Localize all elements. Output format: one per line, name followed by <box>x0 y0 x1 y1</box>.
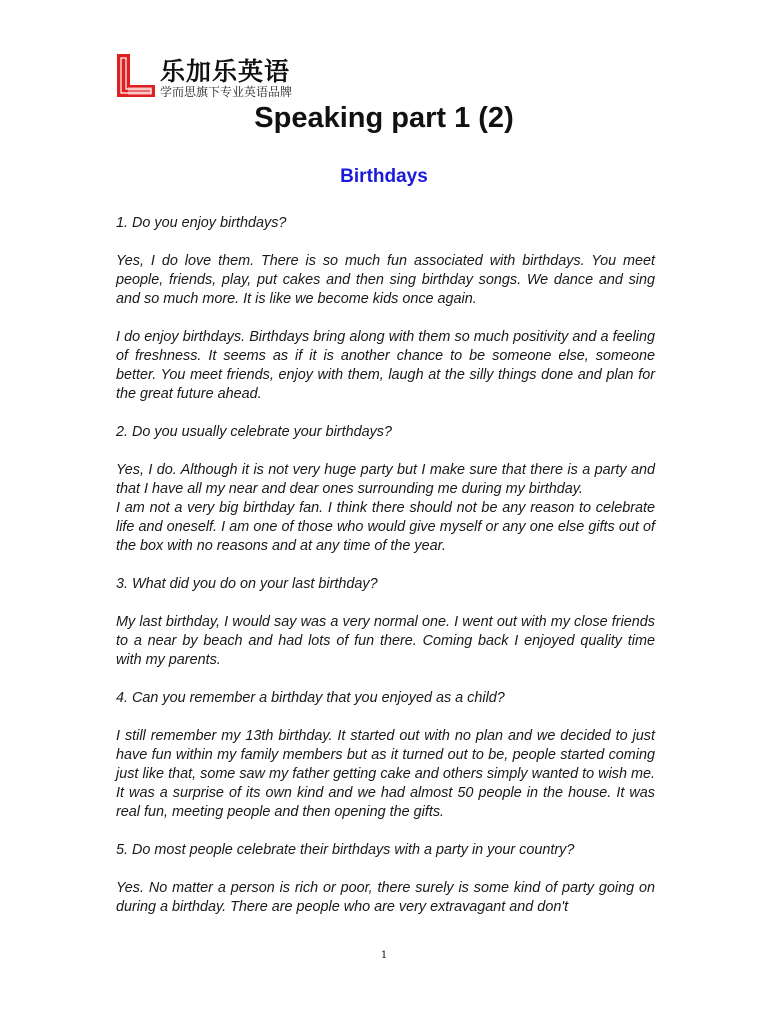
answer-4: I still remember my 13th birthday. It started out with no plan and we decided to just have fun within my family members but as it turned out to be, people started coming just like that, some saw my father getting cake and others simply wanted to wish me. It was a surprise of its own kind and we had almost 50 people in the house. It was real fun, meeting people and then opening the gifts. <box>116 728 655 820</box>
page-title: Speaking part 1 (2) <box>254 102 514 134</box>
page-number: 1 <box>380 950 388 961</box>
logo-l-icon <box>114 52 158 98</box>
brand-logo <box>114 50 324 102</box>
question-3: 3. What did you do on your last birthday? <box>116 576 378 592</box>
question-1: 1. Do you enjoy birthdays? <box>116 215 287 231</box>
answer-3: My last birthday, I would say was a very normal one. I went out with my close friends to a near by beach and had lots of fun there. Coming back I enjoyed quality time with my parents. <box>116 614 655 668</box>
question-5: 5. Do most people celebrate their birthdays with a party in your country? <box>116 842 575 858</box>
question-4: 4. Can you remember a birthday that you enjoyed as a child? <box>116 690 505 706</box>
answer-5: Yes. No matter a person is rich or poor, there surely is some kind of party going on during a birthday. There are people who are very extravagant and don't <box>116 880 655 915</box>
answer-2-2: I am not a very big birthday fan. I think there should not be any reason to celebrate life and oneself. I am one of those who would give myself or any one else gifts out of the box with no reasons and at any time of the year. <box>116 500 655 554</box>
logo-title: 乐加乐英语 <box>160 57 291 86</box>
answer-2-1: Yes, I do. Although it is not very huge party but I make sure that there is a party and that I have all my near and dear ones surrounding me during my birthday. <box>116 462 655 497</box>
document-body <box>116 214 655 936</box>
question-2: 2. Do you usually celebrate your birthdays? <box>116 424 392 440</box>
answer-1-2: I do enjoy birthdays. Birthdays bring along with them so much positivity and a feeling of freshness. It seems as if it is another chance to be someone else, someone better. You meet friends, enjoy with them, laugh at the silly things done and plan for the great future ahead. <box>116 329 655 402</box>
answer-1-1: Yes, I do love them. There is so much fun associated with birthdays. You meet people, friends, play, put cakes and then sing birthday songs. We dance and sing and so much more. It is like we become kids once again. <box>116 253 655 307</box>
logo-slogan: 学而思旗下专业英语品牌 <box>160 85 293 99</box>
section-title: Birthdays <box>340 166 428 187</box>
